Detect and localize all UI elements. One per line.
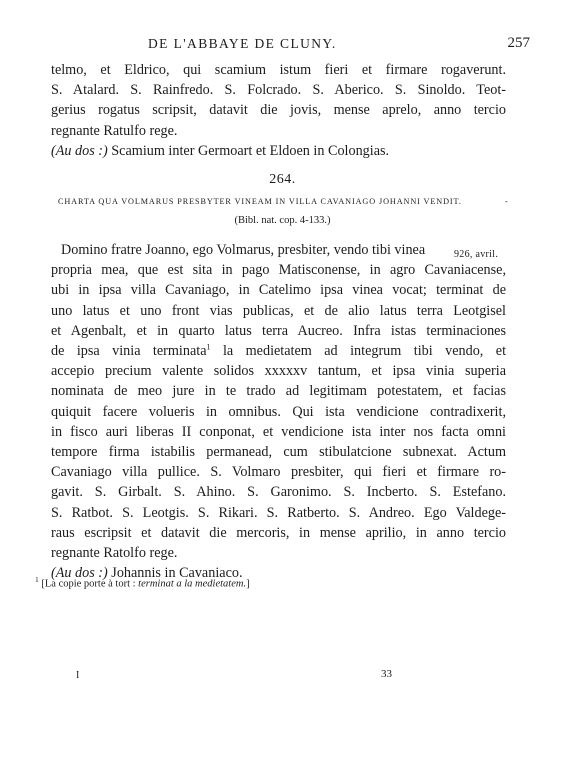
text-line: regnante Ratolfo rege. [51, 545, 178, 562]
charter-number: 264. [269, 172, 296, 187]
text-line: uno latus et uno front vias publicas, et de alio latus terra Leotgisel [51, 302, 506, 319]
text-line: S. Atalard. S. Rainfredo. S. Folcrado. S. Aberico. S. Sinoldo. Teot- [51, 82, 506, 99]
text-line: in fisco auri liberas II conponat, et vendicione ista inter nos facta omni [51, 423, 506, 440]
header-title: DE L'ABBAYE DE CLUNY. [148, 36, 337, 51]
charter-title: CHARTA QUA VOLMARUS PRESBYTER VINEAM IN VILLA CAVANIAGO JOHANNI VENDIT. [58, 197, 462, 206]
footnote-number: 1 [35, 575, 39, 584]
dorse-label: (Au dos :) [51, 142, 108, 159]
dorse-text: Johannis in Cavaniaco. [111, 565, 243, 582]
text-line: regnante Ratulfo rege. [51, 122, 178, 139]
text-line: et Agenbalt, et in quarto latus terra Aucreo. Infra istas terminaciones [51, 322, 506, 339]
text-line: Cavaniago villa pullice. S. Volmaro presbiter, qui fieri et firmare ro- [51, 464, 506, 481]
charter-source: (Bibl. nat. cop. 4-133.) [234, 215, 331, 226]
footnote-text: [La copie porte à tort : [41, 578, 136, 590]
page-number: 257 [507, 35, 530, 51]
text-line [51, 341, 506, 361]
text-line: telmo, et Eldrico, qui scamium istum fieri et firmare rogaverunt. [51, 62, 506, 78]
text-line: raus escripsit et datavit die mercoris, in mense aprilio, in anno tercio [51, 524, 506, 541]
text-line: nominata de meo jure in te trado ad legitimam potestatem, et facias [51, 383, 506, 400]
charter-body [51, 240, 506, 583]
footnote-italic-text: terminat a la medietatem. [138, 578, 247, 590]
text-fragment: la medietatem ad integrum tibi vendo, et [222, 343, 507, 360]
signature-mark-right: 33 [381, 668, 392, 680]
text-line: gavit. S. Girbalt. S. Ahino. S. Garonimo. S. Incberto. S. Estefano. [51, 484, 506, 501]
text-line: tempore firma istabilis permanead, cum stibulatcione subnexat. Actum [51, 444, 506, 461]
running-header [40, 36, 540, 56]
dorse-text: Scamium inter Germoart et Eldoen in Colongias. [111, 142, 390, 159]
charter-title-dash: - [505, 197, 508, 206]
dorse-line [51, 141, 506, 161]
text-line: S. Ratbot. S. Leotgis. S. Rikari. S. Ratberto. S. Andreo. Ego Valdege- [51, 504, 506, 521]
text-line: ubi in ipsa villa Cavaniago, in Catelimo ipsa vinea vocat; terminat de [51, 282, 506, 299]
text-fragment: de ipsa vinia terminata [51, 343, 207, 360]
text-line: propria mea, que est sita in pago Matisconense, in agro Cavaniacense, [51, 262, 506, 279]
signature-mark-left: I [76, 670, 80, 681]
text-line: accepio precium valente solidos xxxxxv tantum, et ipsa vinia superia [51, 363, 506, 380]
dorse-label: (Au dos :) [51, 565, 108, 582]
top-paragraph [51, 60, 506, 161]
footnote [35, 575, 250, 590]
footnote-bracket: ] [246, 578, 250, 590]
text-line: gerius rogatus scripsit, datavit die jovis, mense aprelo, anno tercio [51, 102, 506, 119]
text-line: quiquit facere volueris in omnibus. Qui ista vendicione contradixerit, [51, 403, 506, 420]
margin-date: 926, avril. [454, 249, 499, 260]
text-line: Domino fratre Joanno, ego Volmarus, presbiter, vendo tibi vinea [61, 242, 426, 258]
footnote-marker: 1 [206, 342, 211, 352]
